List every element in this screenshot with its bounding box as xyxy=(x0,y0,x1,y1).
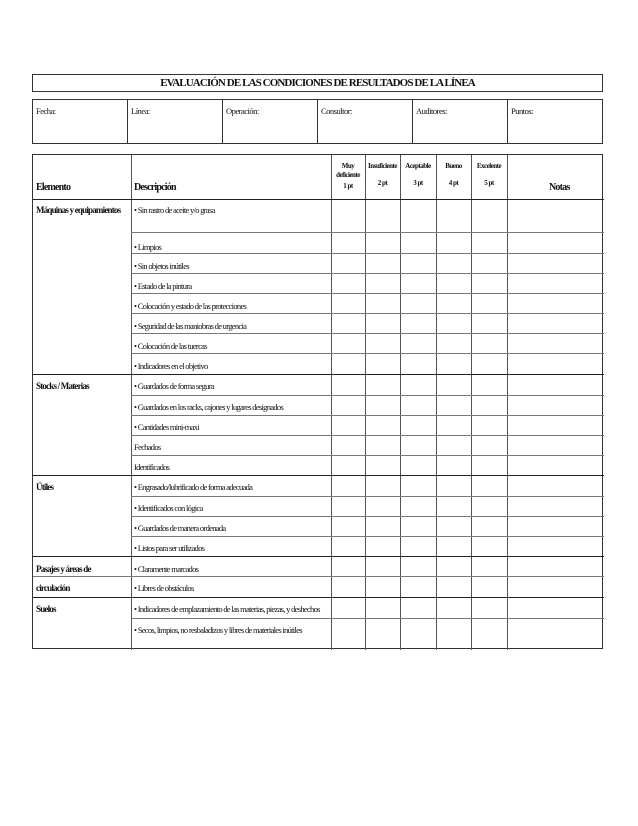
description-item: • Claramente marcados xyxy=(134,564,199,574)
section-divider xyxy=(33,475,604,476)
rating-3-points: 3 pt xyxy=(413,179,423,187)
description-item: • Seguridad de las maniobras de urgencia xyxy=(134,321,247,331)
field-points[interactable]: Puntos: xyxy=(511,106,534,116)
row-divider xyxy=(131,516,604,517)
header-description: Descripción xyxy=(134,182,176,193)
element-floors: Suelos xyxy=(36,604,56,614)
rating-5-label: Excelente xyxy=(476,162,502,170)
element-stocks: Stocks / Materias xyxy=(36,381,89,391)
description-item: • Guardados de manera ordenada xyxy=(134,523,226,533)
section-divider xyxy=(33,374,604,375)
row-divider xyxy=(131,333,604,334)
description-item: • Colocación de las tuercas xyxy=(134,341,207,351)
description-item: • Identificados con lógica xyxy=(134,503,203,513)
description-item: Fechados xyxy=(134,442,161,452)
row-divider xyxy=(33,576,604,577)
row-divider xyxy=(131,353,604,354)
rating-2-points: 2 pt xyxy=(377,179,388,187)
row-divider xyxy=(131,313,604,314)
description-item: • Guardados de forma segura xyxy=(134,381,214,391)
form-title: EVALUACIÓN DE LAS CONDICIONES DE RESULTADOS DE LA LÍNEA xyxy=(32,74,603,92)
rating-4-label: Bueno xyxy=(445,162,462,170)
element-tools: Útiles xyxy=(36,482,54,492)
rating-3-label: Aceptable xyxy=(405,162,431,170)
section-divider xyxy=(33,597,604,598)
rating-5-points: 5 pt xyxy=(484,179,494,187)
row-divider xyxy=(131,455,604,456)
section-divider xyxy=(33,556,604,557)
row-divider xyxy=(131,536,604,537)
rating-1-points: 1 pt xyxy=(343,182,353,190)
rating-4-points: 4 pt xyxy=(448,179,459,187)
description-item: • Sin objetos inútiles xyxy=(134,261,189,271)
description-item: Identificados xyxy=(134,462,170,472)
row-divider xyxy=(131,435,604,436)
row-divider xyxy=(131,496,604,497)
description-item: • Sin rastro de aceite y/o grasa xyxy=(134,205,215,215)
row-divider xyxy=(131,253,604,254)
header-element: Elemento xyxy=(36,182,71,193)
meta-fields-row xyxy=(32,99,603,144)
description-item: • Indicadores de emplazamiento de las materias, piezas, y deshechos xyxy=(134,604,320,614)
row-divider xyxy=(131,415,604,416)
rating-1-label: Muy deficiente xyxy=(336,162,360,179)
field-operation[interactable]: Operación: xyxy=(223,100,318,143)
evaluation-table xyxy=(32,154,603,649)
row-divider xyxy=(131,293,604,294)
element-passages-line2: circulación xyxy=(36,583,70,593)
description-item: • Libres de obstáculos xyxy=(134,583,194,593)
description-item: • Engrasado/lubrificado de forma adecuada xyxy=(134,482,253,492)
header-notes: Notas xyxy=(549,182,570,193)
description-item: • Limpios xyxy=(134,242,162,252)
description-item: • Estado de la pintura xyxy=(134,281,192,291)
field-date[interactable]: Fecha: xyxy=(33,100,128,143)
row-divider xyxy=(131,232,604,233)
row-divider xyxy=(131,273,604,274)
description-item: • Listos para ser utilizados xyxy=(134,543,205,553)
description-item: • Colocación y estado de las protecciones xyxy=(134,301,247,311)
element-machines: Máquinas y equipamientos xyxy=(36,205,121,215)
field-line[interactable]: Línea: xyxy=(128,100,223,143)
description-item: • Guardados en los racks, cajones y lugares designados xyxy=(134,402,284,412)
field-auditors[interactable]: Auditores: xyxy=(413,100,508,143)
element-passages-line1: Pasajes y áreas de xyxy=(36,564,91,574)
description-item: • Secos, limpios, no resbaladizos y libres de materiales inútiles xyxy=(134,625,302,635)
description-item: • Indicadores en el objetivo xyxy=(134,361,208,371)
description-item: • Cantidades mini-maxi xyxy=(134,422,200,432)
row-divider xyxy=(131,618,604,619)
field-consultant[interactable]: Consultor: xyxy=(318,100,413,143)
row-divider xyxy=(131,395,604,396)
header-divider xyxy=(33,199,604,200)
rating-2-label: Insuficiente xyxy=(368,162,397,170)
